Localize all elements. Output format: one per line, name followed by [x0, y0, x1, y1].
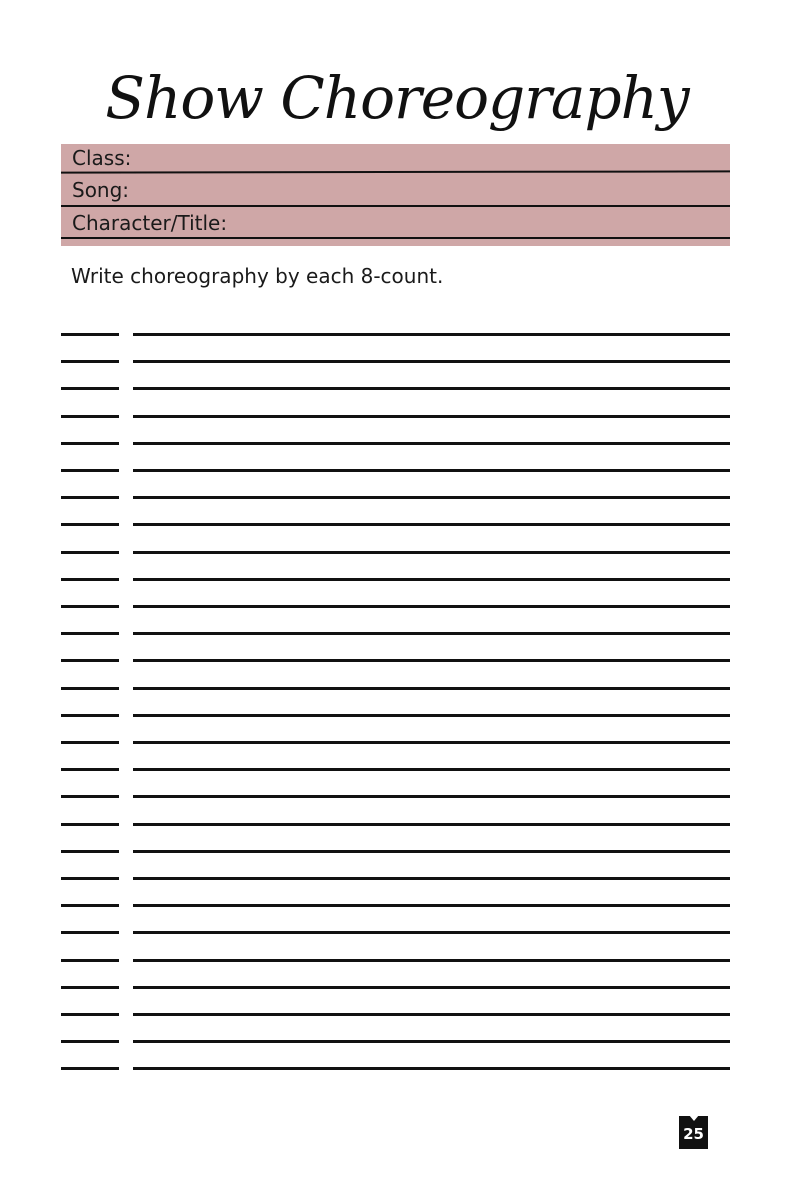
- count-blank[interactable]: [61, 823, 119, 826]
- count-blank[interactable]: [61, 415, 119, 418]
- choreography-blank[interactable]: [133, 714, 730, 717]
- choreography-blank[interactable]: [133, 578, 730, 581]
- choreography-blank[interactable]: [133, 360, 730, 363]
- choreography-blank[interactable]: [133, 850, 730, 853]
- writing-line-row[interactable]: [61, 741, 730, 744]
- writing-line-row[interactable]: [61, 360, 730, 363]
- writing-line-row[interactable]: [61, 823, 730, 826]
- writing-line-row[interactable]: [61, 387, 730, 390]
- instructions-text: Write choreography by each 8-count.: [71, 264, 444, 288]
- writing-line-row[interactable]: [61, 768, 730, 771]
- writing-line-row[interactable]: [61, 1013, 730, 1016]
- writing-line-row[interactable]: [61, 931, 730, 934]
- count-blank[interactable]: [61, 469, 119, 472]
- page-number-badge: [679, 1116, 708, 1149]
- writing-line-row[interactable]: [61, 605, 730, 608]
- count-blank[interactable]: [61, 387, 119, 390]
- count-blank[interactable]: [61, 931, 119, 934]
- writing-line-row[interactable]: [61, 551, 730, 554]
- choreography-blank[interactable]: [133, 387, 730, 390]
- choreography-blank[interactable]: [133, 605, 730, 608]
- choreography-blank[interactable]: [133, 551, 730, 554]
- count-blank[interactable]: [61, 714, 119, 717]
- count-blank[interactable]: [61, 551, 119, 554]
- count-blank[interactable]: [61, 986, 119, 989]
- count-blank[interactable]: [61, 523, 119, 526]
- count-blank[interactable]: [61, 578, 119, 581]
- writing-line-row[interactable]: [61, 333, 730, 336]
- choreography-blank[interactable]: [133, 659, 730, 662]
- writing-line-row[interactable]: [61, 1040, 730, 1043]
- count-blank[interactable]: [61, 850, 119, 853]
- choreography-blank[interactable]: [133, 415, 730, 418]
- choreography-blank[interactable]: [133, 496, 730, 499]
- count-blank[interactable]: [61, 632, 119, 635]
- choreography-blank[interactable]: [133, 904, 730, 907]
- count-blank[interactable]: [61, 687, 119, 690]
- choreography-blank[interactable]: [133, 931, 730, 934]
- song-label: Song:: [72, 178, 130, 202]
- choreography-blank[interactable]: [133, 333, 730, 336]
- count-blank[interactable]: [61, 877, 119, 880]
- writing-line-row[interactable]: [61, 904, 730, 907]
- writing-line-row[interactable]: [61, 850, 730, 853]
- choreography-blank[interactable]: [133, 986, 730, 989]
- choreography-blank[interactable]: [133, 877, 730, 880]
- writing-line-row[interactable]: [61, 659, 730, 662]
- bookmark-notch-icon: [689, 1115, 699, 1121]
- choreography-blank[interactable]: [133, 823, 730, 826]
- class-label: Class:: [72, 146, 132, 170]
- writing-line-row[interactable]: [61, 469, 730, 472]
- choreography-blank[interactable]: [133, 1013, 730, 1016]
- writing-line-row[interactable]: [61, 578, 730, 581]
- choreography-blank[interactable]: [133, 1040, 730, 1043]
- choreography-blank[interactable]: [133, 687, 730, 690]
- count-blank[interactable]: [61, 904, 119, 907]
- writing-line-row[interactable]: [61, 1067, 730, 1070]
- writing-line-row[interactable]: [61, 687, 730, 690]
- writing-line-row[interactable]: [61, 415, 730, 418]
- count-blank[interactable]: [61, 741, 119, 744]
- count-blank[interactable]: [61, 768, 119, 771]
- count-blank[interactable]: [61, 1013, 119, 1016]
- choreography-blank[interactable]: [133, 741, 730, 744]
- choreography-blank[interactable]: [133, 768, 730, 771]
- choreography-blank[interactable]: [133, 442, 730, 445]
- writing-line-row[interactable]: [61, 877, 730, 880]
- count-blank[interactable]: [61, 1040, 119, 1043]
- writing-line-row[interactable]: [61, 986, 730, 989]
- choreography-blank[interactable]: [133, 1067, 730, 1070]
- count-blank[interactable]: [61, 605, 119, 608]
- writing-line-row[interactable]: [61, 959, 730, 962]
- count-blank[interactable]: [61, 496, 119, 499]
- choreography-blank[interactable]: [133, 795, 730, 798]
- count-blank[interactable]: [61, 1067, 119, 1070]
- page-number: 25: [683, 1125, 704, 1143]
- writing-line-row[interactable]: [61, 714, 730, 717]
- character-title-label: Character/Title:: [72, 211, 228, 235]
- count-blank[interactable]: [61, 659, 119, 662]
- count-blank[interactable]: [61, 959, 119, 962]
- count-blank[interactable]: [61, 360, 119, 363]
- writing-line-row[interactable]: [61, 523, 730, 526]
- choreography-blank[interactable]: [133, 959, 730, 962]
- count-blank[interactable]: [61, 333, 119, 336]
- page-title: Show Choreography: [105, 64, 689, 132]
- writing-line-row[interactable]: [61, 795, 730, 798]
- choreography-blank[interactable]: [133, 469, 730, 472]
- writing-line-row[interactable]: [61, 442, 730, 445]
- choreography-blank[interactable]: [133, 632, 730, 635]
- count-blank[interactable]: [61, 795, 119, 798]
- choreography-blank[interactable]: [133, 523, 730, 526]
- writing-line-row[interactable]: [61, 632, 730, 635]
- writing-line-row[interactable]: [61, 496, 730, 499]
- count-blank[interactable]: [61, 442, 119, 445]
